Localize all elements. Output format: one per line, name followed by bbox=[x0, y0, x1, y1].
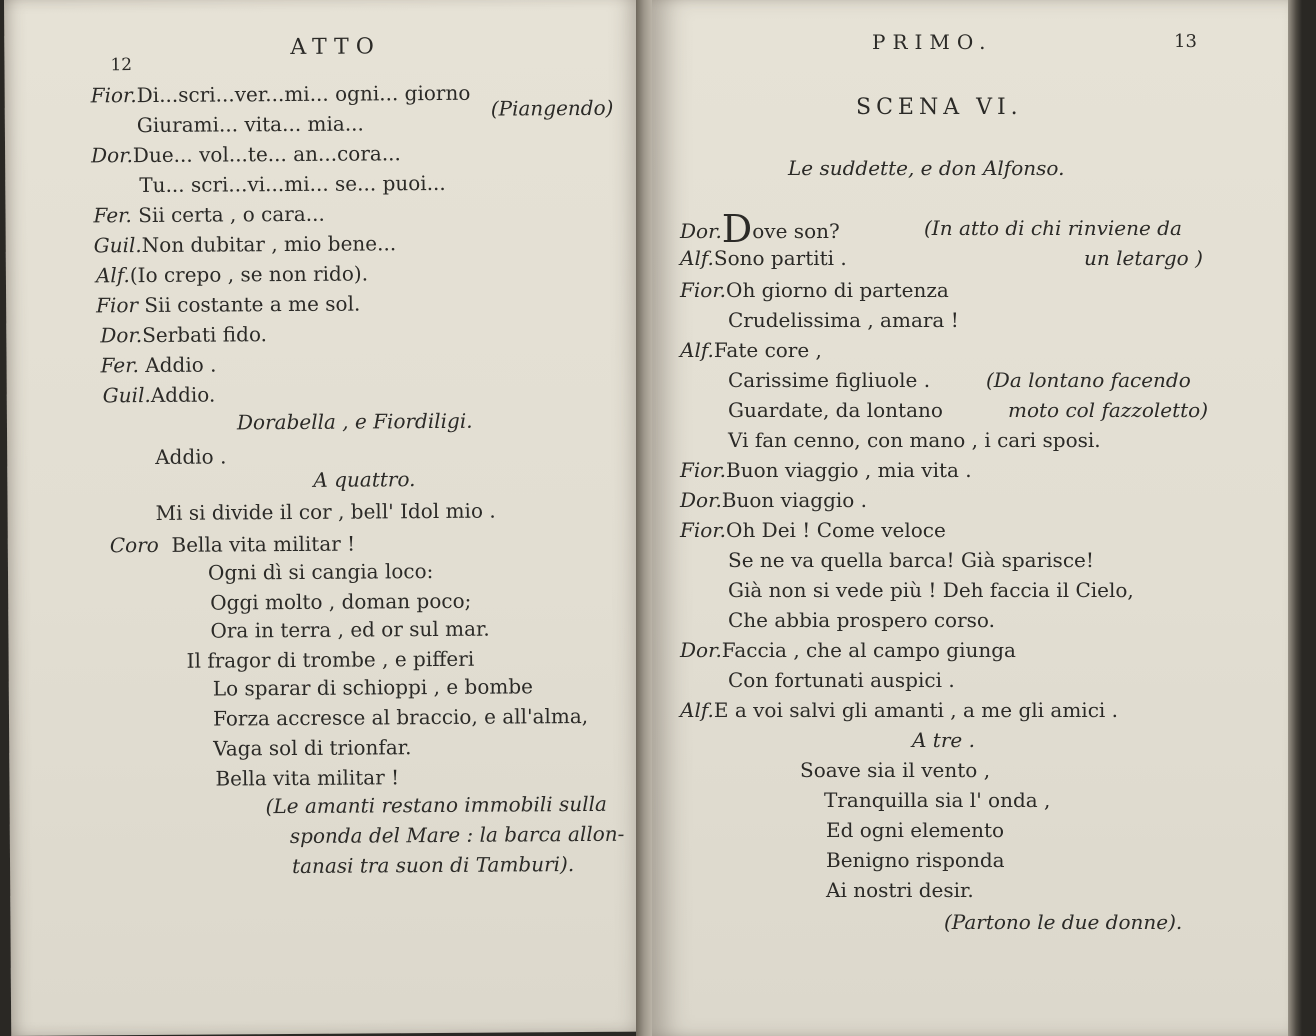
text-line: Crudelissima , amara ! bbox=[728, 308, 959, 332]
text-line: Fior.Oh giorno di partenza bbox=[680, 278, 949, 302]
text-line: Fior.Oh Dei ! Come veloce bbox=[680, 518, 946, 542]
text-line: Alf.Fate core , bbox=[680, 338, 822, 362]
running-head: ATTO bbox=[290, 34, 381, 61]
stage-direction: A tre . bbox=[912, 728, 975, 752]
text-line: Dor.Faccia , che al campo giunga bbox=[680, 638, 1016, 662]
text-line: Fer. Sii certa , o cara... bbox=[93, 201, 325, 228]
text-line: Lo sparar di schioppi , e bombe bbox=[212, 674, 534, 701]
text-line: Bella vita militar ! bbox=[215, 765, 400, 791]
stage-direction: (Piangendo) bbox=[490, 95, 614, 121]
text-line: Forza accresce al braccio, e all'alma, bbox=[212, 703, 589, 731]
text-line: Già non si vede più ! Deh faccia il Cielo, bbox=[728, 578, 1134, 602]
scene-direction: Le suddette, e don Alfonso. bbox=[788, 156, 1065, 180]
text-line: Tranquilla sia l' onda , bbox=[824, 788, 1051, 812]
text-line: Dor.Due... vol...te... an...cora... bbox=[91, 141, 401, 168]
text-line: Mi si divide il cor , bell' Idol mio . bbox=[155, 498, 496, 525]
stage-direction: moto col fazzoletto) bbox=[1008, 398, 1209, 422]
text-line: Ed ogni elemento bbox=[826, 818, 1005, 842]
text-line: Guardate, da lontano bbox=[728, 398, 943, 422]
text-line: Ai nostri desir. bbox=[826, 878, 974, 902]
text-line: Guil.Addio. bbox=[102, 382, 216, 408]
text-line: Fior.Di...scri...ver...mi... ogni... giorno bbox=[90, 80, 471, 108]
text-line: Dor.Serbati fido. bbox=[100, 322, 268, 348]
stage-direction: A quattro. bbox=[313, 467, 416, 492]
text-line: Ogni dì si cangia loco: bbox=[207, 559, 434, 585]
stage-direction: (Partono le due donne). bbox=[944, 910, 1183, 934]
text-line: Giurami... vita... mia... bbox=[136, 111, 364, 138]
text-line: Alf.(Io crepo , se non rido). bbox=[95, 261, 369, 288]
stage-direction: un letargo ) bbox=[1084, 246, 1203, 270]
text-line: Guil.Non dubitar , mio bene... bbox=[93, 231, 397, 258]
text-line: Fior Sii costante a me sol. bbox=[96, 291, 361, 318]
text-line: Vaga sol di trionfar. bbox=[213, 735, 412, 761]
page-number: 12 bbox=[110, 55, 133, 76]
stage-direction: Dorabella , e Fiordiligi. bbox=[236, 408, 473, 435]
text-line: Alf.Sono partiti . bbox=[680, 246, 847, 270]
text-line: Il fragor di trombe , e pifferi bbox=[186, 646, 475, 673]
text-line: Vi fan cenno, con mano , i cari sposi. bbox=[728, 428, 1101, 452]
text-line: Dor.Buon viaggio . bbox=[680, 488, 868, 512]
text-line: Soave sia il vento , bbox=[800, 758, 991, 782]
text-line: Tu... scri...vi...mi... se... puoi... bbox=[139, 170, 446, 198]
stage-direction: sponda del Mare : la barca allon- bbox=[289, 821, 625, 849]
text-line: Dor.Dove son? bbox=[680, 207, 840, 251]
text-line: Carissime figliuole . bbox=[728, 368, 931, 392]
left-page bbox=[4, 0, 647, 1036]
right-page bbox=[652, 0, 1302, 1036]
page-number: 13 bbox=[1174, 31, 1197, 52]
stage-direction: (In atto di chi rinviene da bbox=[924, 216, 1182, 240]
stage-direction: (Le amanti restano immobili sulla bbox=[265, 791, 607, 819]
text-line: Oggi molto , doman poco; bbox=[210, 588, 472, 615]
text-line: Fer. Addio . bbox=[100, 352, 217, 378]
text-line: Coro Bella vita militar ! bbox=[109, 531, 356, 558]
page-edge bbox=[1288, 0, 1302, 1036]
text-line: Benigno risponda bbox=[826, 848, 1005, 872]
text-line: Fior.Buon viaggio , mia vita . bbox=[680, 458, 972, 482]
text-line: Con fortunati auspici . bbox=[728, 668, 955, 692]
text-line: Addio . bbox=[155, 444, 227, 469]
text-line: Alf.E a voi salvi gli amanti , a me gli amici . bbox=[680, 698, 1119, 722]
text-line: Se ne va quella barca! Già sparisce! bbox=[728, 548, 1094, 572]
scene-title: SCENA VI. bbox=[856, 95, 1023, 120]
stage-direction: (Da lontano facendo bbox=[986, 368, 1191, 392]
text-line: Ora in terra , ed or sul mar. bbox=[210, 616, 490, 643]
text-line: Che abbia prospero corso. bbox=[728, 608, 995, 632]
stage-direction: tanasi tra suon di Tamburi). bbox=[291, 852, 575, 879]
running-head: PRIMO. bbox=[872, 30, 993, 54]
